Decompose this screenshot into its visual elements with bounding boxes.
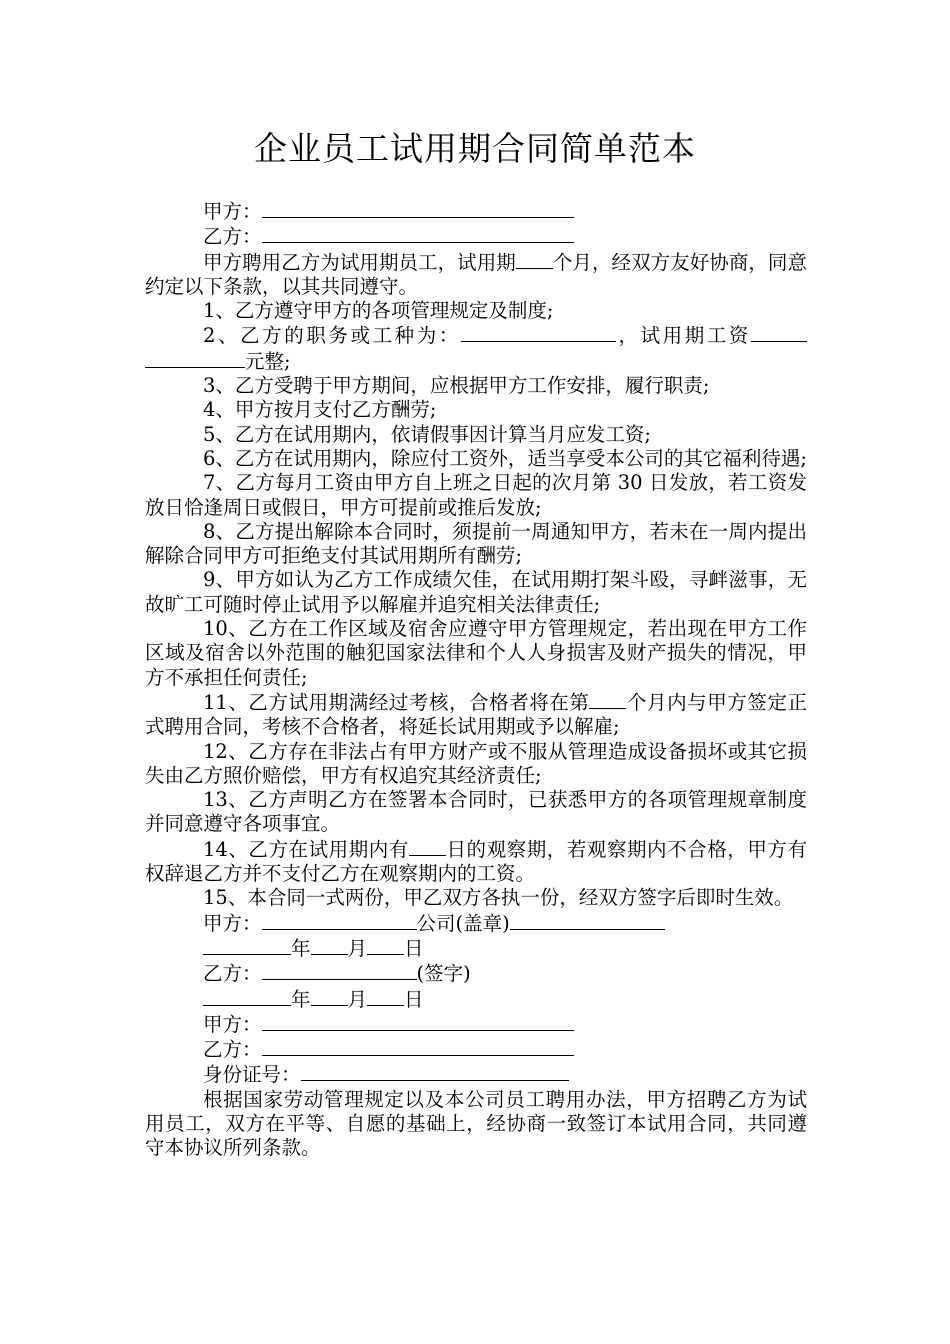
id-number-label: 身份证号： (203, 1063, 301, 1087)
clause-6: 6、乙方在试用期内，除应付工资外，适当享受本公司的其它福利待遇; (203, 446, 807, 470)
trial-months-blank (516, 250, 553, 269)
sign-party-a-line: 甲方： 公司(盖章) (145, 911, 807, 936)
party-a-label: 甲方： (203, 200, 262, 223)
document-title: 企业员工试用期合同简单范本 (254, 129, 696, 168)
id-number-line (145, 1062, 807, 1087)
sign-party-a-blank (262, 911, 417, 930)
clause-15: 15、本合同一式两份，甲乙双方各执一份，经双方签字后即时生效。 (203, 886, 794, 910)
party-b-line (145, 224, 807, 249)
clause-13: 13、乙方声明乙方在签署本合同时，已获悉甲方的各项管理规章制度并同意遵守各项事宜。 (145, 788, 807, 836)
id-number-blank (301, 1062, 569, 1081)
clause-2: 2、乙方的职务或工种为： ，试用期工资元整; (145, 323, 807, 374)
salary-blank-1 (751, 323, 807, 342)
clause-5: 5、乙方在试用期内，依请假事因计算当月应发工资; (203, 422, 651, 446)
sign-party-b-blank (262, 961, 417, 980)
seal-blank (510, 911, 665, 930)
clause-11: 11、乙方试用期满经过考核，合格者将在第 个月内与甲方签定正式聘用合同，考核不合格者，将延长试用期或予以解雇; (145, 690, 807, 739)
clause-8: 8、乙方提出解除本合同时，须提前一周通知甲方，若未在一周内提出解除合同甲方可拒绝支付其试用期所有酬劳; (145, 519, 807, 568)
salary-blank-2 (145, 349, 245, 368)
date-line-a: 年 月 日 (145, 936, 807, 961)
observation-days-blank (409, 837, 446, 856)
closing-paragraph: 根据国家劳动管理规定以及本公司员工聘用办法，甲方招聘乙方为试用员工，双方在平等、自愿的基础上，经协商一致签订本试用合同，共同遵守本协议所列条款。 (145, 1087, 807, 1160)
month-number-blank (589, 690, 626, 709)
final-party-b-line: 乙方： (145, 1037, 807, 1062)
clause-3: 3、乙方受聘于甲方期间，应根据甲方工作安排，履行职责; (203, 374, 710, 398)
signature-label: (签字) (416, 962, 471, 986)
contract-body (145, 199, 807, 1161)
clause-7: 7、乙方每月工资由甲方自上班之日起的次月第 30 日发放，若工资发放日恰逢周日或假日，甲方可提前或推后发放; (145, 471, 807, 519)
party-a-line (145, 199, 807, 224)
party-b-label: 乙方： (203, 225, 262, 249)
final-party-a-line: 甲方： (145, 1012, 807, 1037)
company-seal-label: 公司(盖章) (416, 911, 510, 935)
clause-1: 1、乙方遵守甲方的各项管理规定及制度; (203, 299, 554, 323)
party-b-blank (262, 224, 574, 243)
clause-10: 10、乙方在工作区域及宿舍应遵守甲方管理规定，若出现在甲方工作区域及宿舍以外范围的触犯国家法律和个人人身损害及财产损失的情况，甲方不承担任何责任; (145, 617, 807, 689)
position-blank (461, 323, 616, 342)
clause-12: 12、乙方存在非法占有甲方财产或不服从管理造成设备损坏或其它损失由乙方照价赔偿，甲方有权追究其经济责任; (145, 739, 807, 787)
clause-9: 9、甲方如认为乙方工作成绩欠佳，在试用期打架斗殴，寻衅滋事，无故旷工可随时停止试用予以解雇并追究相关法律责任; (145, 568, 807, 616)
clause-14: 14、乙方在试用期内有 日的观察期，若观察期内不合格，甲方有权辞退乙方并不支付乙方在观察期内的工资。 (145, 837, 807, 886)
clause-4: 4、甲方按月支付乙方酬劳; (203, 398, 437, 422)
sign-party-b-line: 乙方： (签字) (203, 962, 471, 986)
party-a-blank (262, 199, 574, 218)
date-line-b: 年 月 日 (145, 987, 807, 1012)
intro-paragraph: 甲方聘用乙方为试用期员工，试用期 个月，经双方友好协商，同意约定以下条款，以其共同遵守。 (145, 250, 807, 298)
